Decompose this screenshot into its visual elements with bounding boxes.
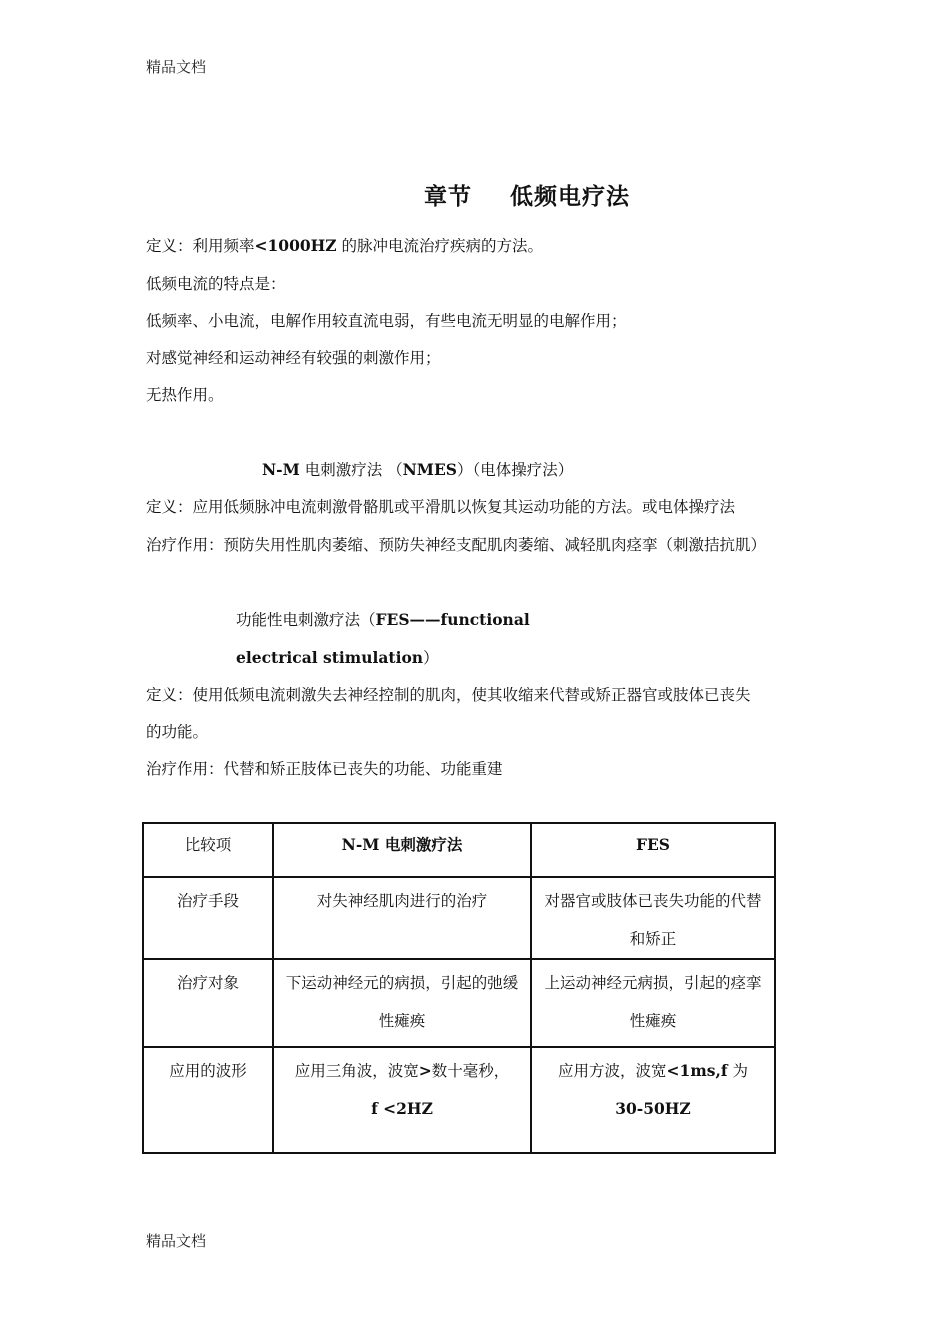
fes-heading-cont — [236, 646, 439, 668]
nmes-heading — [262, 458, 573, 480]
feature-item-2: 对感觉神经和运动神经有较强的刺激作用； — [146, 349, 441, 367]
cell-line — [534, 1052, 772, 1090]
nmes-definition: 定义：应用低频脉冲电流刺激骨骼肌或平滑肌以恢复其运动功能的方法。或电体操疗法 — [146, 498, 736, 516]
fes-cell — [531, 877, 775, 959]
row-label: 治疗手段 — [143, 877, 273, 959]
cell-line — [276, 1052, 528, 1090]
fes-heading — [236, 608, 530, 630]
text-bold: <1ms,f — [666, 1061, 728, 1080]
text-bold: N-M — [262, 460, 300, 479]
table-row — [143, 1047, 775, 1153]
text-bold: electrical stimulation — [236, 648, 424, 667]
text-span: 为 — [727, 1062, 748, 1080]
row-label: 应用的波形 — [143, 1047, 273, 1153]
page-footer-label: 精品文档 — [146, 1232, 207, 1250]
header-cell-fes: FES — [531, 823, 775, 877]
cell-line: 对器官或肢体已丧失功能的代替 — [544, 892, 762, 910]
text-bold: 电刺激疗法 — [379, 835, 463, 854]
text-span: 应用方波，波宽 — [558, 1062, 667, 1080]
cell-line: 性瘫痪 — [629, 1012, 677, 1030]
features-heading: 低频电流的特点是： — [146, 275, 286, 293]
comparison-table — [142, 822, 776, 1154]
text-span: ） — [423, 649, 439, 667]
text-span: 定义：利用频率 — [146, 237, 255, 255]
frequency-value: <1000HZ — [254, 236, 337, 255]
chapter-label: 章节 — [424, 183, 472, 210]
fes-definition-line-2: 的功能。 — [146, 723, 209, 741]
nmes-cell — [273, 877, 531, 959]
chapter-title — [424, 178, 630, 211]
header-cell-item: 比较项 — [143, 823, 273, 877]
cell-line: 上运动神经元病损，引起的痉挛 — [544, 974, 762, 992]
text-bold: NMES — [402, 460, 457, 479]
feature-item-1: 低频率、小电流，电解作用较直流电弱，有些电流无明显的电解作用； — [146, 312, 627, 330]
page-header-label: 精品文档 — [146, 58, 207, 76]
header-cell-nmes — [273, 823, 531, 877]
nmes-cell — [273, 1047, 531, 1153]
table-header-row — [143, 823, 775, 877]
feature-item-3: 无热作用。 — [146, 386, 224, 404]
cell-line: 性瘫痪 — [378, 1012, 426, 1030]
table-row — [143, 959, 775, 1047]
nmes-effect: 治疗作用：预防失用性肌肉萎缩、预防失神经支配肌肉萎缩、减轻肌肉痉挛（刺激拮抗肌） — [146, 536, 767, 554]
cell-line: f <2HZ — [371, 1099, 433, 1118]
text-span: 应用三角波，波宽 — [294, 1062, 419, 1080]
text-bold: N-M — [341, 835, 380, 854]
text-span: ）（电体操疗法） — [456, 461, 574, 479]
chapter-name: 低频电疗法 — [510, 183, 630, 210]
cell-line: 下运动神经元的病损，引起的弛缓 — [285, 974, 519, 992]
text-bold: FES——functional — [375, 610, 530, 629]
cell-line: 和矫正 — [629, 930, 677, 948]
cell-line: 对失神经肌肉进行的治疗 — [316, 892, 488, 910]
fes-effect: 治疗作用：代替和矫正肢体已丧失的功能、功能重建 — [146, 760, 503, 778]
nmes-cell — [273, 959, 531, 1047]
text-span: 数十毫秒， — [431, 1062, 510, 1080]
text-span: 的脉冲电流治疗疾病的方法。 — [336, 237, 544, 255]
text-span: 电刺激疗法 （ — [299, 461, 403, 479]
table-row — [143, 877, 775, 959]
text-bold: > — [418, 1061, 432, 1080]
fes-cell — [531, 1047, 775, 1153]
fes-definition-line-1: 定义：使用低频电流刺激失去神经控制的肌肉，使其收缩来代替或矫正器官或肢体已丧失 — [146, 686, 751, 704]
intro-definition — [146, 234, 543, 256]
text-span: 功能性电刺激疗法（ — [236, 611, 376, 629]
cell-line: 30-50HZ — [615, 1099, 691, 1118]
row-label: 治疗对象 — [143, 959, 273, 1047]
fes-cell — [531, 959, 775, 1047]
